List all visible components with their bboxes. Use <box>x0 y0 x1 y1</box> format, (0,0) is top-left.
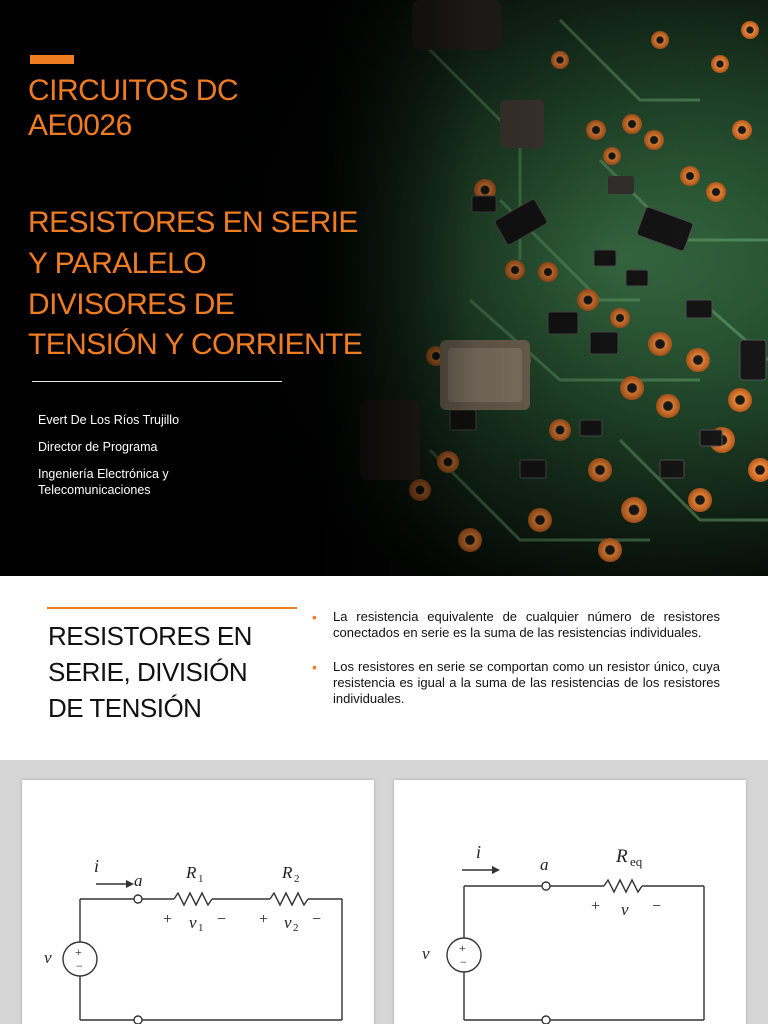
topic-title-line-3: DIVISORES DE <box>28 287 235 321</box>
v1-subscript: 1 <box>198 922 204 934</box>
v2-minus: − <box>312 911 322 928</box>
topic-title-line-2: Y PARALELO <box>28 246 206 280</box>
author-role: Director de Programa <box>38 440 158 454</box>
slide-title-line-3: DE TENSIÓN <box>48 693 202 723</box>
source-label: v <box>44 948 52 967</box>
series-circuit-panel <box>22 780 374 1024</box>
node-label: a <box>134 871 143 890</box>
slide-title-line-1: RESISTORES EN <box>48 621 252 651</box>
circuit-diagrams-slide <box>0 760 768 1024</box>
bullet-icon: • <box>312 659 317 675</box>
r2-subscript: 2 <box>294 873 300 885</box>
bullet-text: La resistencia equivalente de cualquier número de resistores conectados en serie es la suma de las resistencias individuales. <box>333 609 720 640</box>
topic-title <box>28 203 408 366</box>
current-arrow-icon <box>492 866 500 874</box>
v-minus: − <box>652 898 662 915</box>
v2-label: v <box>284 913 292 932</box>
v1-label: v <box>189 913 197 932</box>
v1-plus: + <box>163 911 173 928</box>
topic-title-line-4: TENSIÓN Y CORRIENTE <box>28 328 363 362</box>
bullet-list <box>312 609 720 725</box>
list-item <box>312 659 720 707</box>
req-label: R <box>616 846 628 867</box>
svg-text:−: − <box>460 955 467 969</box>
node-terminal-icon <box>542 882 550 890</box>
slide-title <box>48 618 298 726</box>
current-label: i <box>94 856 100 876</box>
v-plus: + <box>591 898 601 915</box>
accent-bar <box>30 55 74 64</box>
req-subscript: eq <box>630 854 643 869</box>
current-arrow-icon <box>126 880 134 888</box>
list-item <box>312 609 720 641</box>
v-label: v <box>621 900 629 919</box>
v2-plus: + <box>259 911 269 928</box>
title-divider <box>32 381 282 382</box>
equivalent-circuit-diagram <box>394 780 746 1024</box>
current-label: i <box>476 842 482 862</box>
svg-text:+: + <box>75 945 82 959</box>
bullet-text: Los resistores en serie se comportan como un resistor único, cuya resistencia es igual a la suma de las resistencias de los resistores individuales. <box>333 659 720 706</box>
course-code: AE0026 <box>28 109 132 143</box>
source-label: v <box>422 944 430 963</box>
series-resistors-slide <box>0 576 768 760</box>
program-name-line-1: Ingeniería Electrónica y <box>38 467 169 481</box>
r2-label: R <box>282 863 293 882</box>
svg-text:+: + <box>459 941 466 955</box>
r1-label: R <box>186 863 197 882</box>
accent-line <box>47 607 297 609</box>
svg-text:−: − <box>76 959 83 973</box>
node-terminal-icon <box>134 895 142 903</box>
v2-subscript: 2 <box>293 922 299 934</box>
course-title-line-1: CIRCUITOS DC <box>28 74 239 107</box>
author-name: Evert De Los Ríos Trujillo <box>38 413 180 427</box>
course-title <box>28 73 408 144</box>
topic-title-line-1: RESISTORES EN SERIE <box>28 206 358 239</box>
v1-minus: − <box>217 911 227 928</box>
equivalent-circuit-panel <box>394 780 746 1024</box>
program-name-line-2: Telecomunicaciones <box>38 483 151 497</box>
node-label: a <box>540 855 549 874</box>
r1-subscript: 1 <box>198 873 204 885</box>
slide-title-line-2: SERIE, DIVISIÓN <box>48 657 248 687</box>
bullet-icon: • <box>312 609 317 625</box>
series-circuit-diagram <box>22 780 374 1024</box>
